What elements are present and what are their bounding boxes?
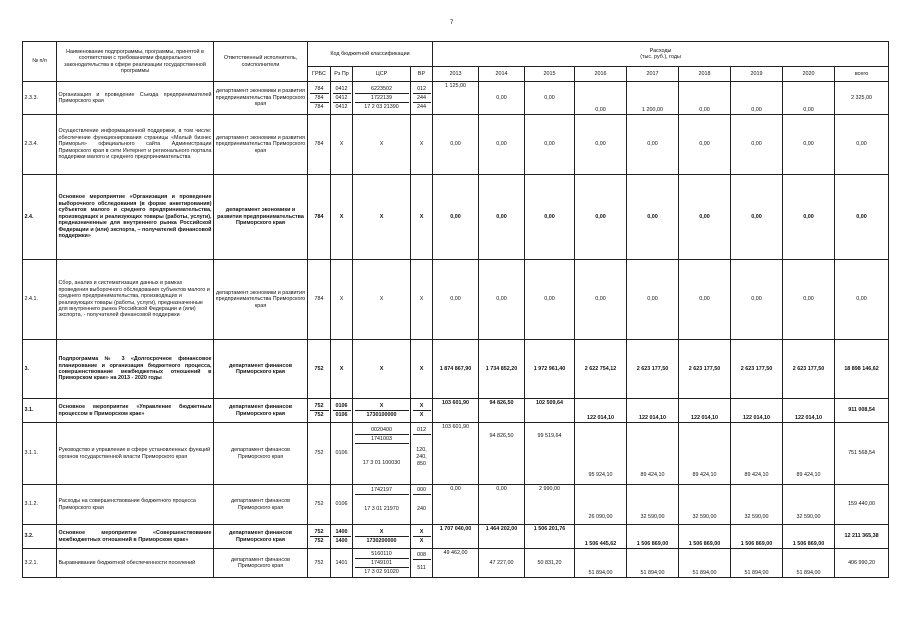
row-executor: департамент экономики и развития предпринимательства Приморского края bbox=[214, 175, 308, 260]
row-executor: департамент финансов Приморского края bbox=[214, 525, 308, 549]
row-2019: 89 424,10 bbox=[731, 423, 783, 485]
row-num: 3.2. bbox=[23, 525, 57, 549]
row-vr: X X bbox=[411, 525, 433, 549]
row-2016: 2 622 754,12 bbox=[575, 340, 627, 399]
row-2013: 0,00 bbox=[433, 485, 479, 525]
row-vr: X X bbox=[411, 399, 433, 423]
row-num: 3.1.1. bbox=[23, 423, 57, 485]
row-num: 3.1.2. bbox=[23, 485, 57, 525]
row-2016: 0,00 bbox=[575, 260, 627, 340]
row-name: Сбор, анализ и систематизация данных в рамках проведения выборочного обследования субъектов малого и среднего предпринимательства, производящих и реализующих товары (работы, услуги), предназначенные для внутреннего рынка Российской Федерации и (или) экспорта, - получателей финансовой поддержки bbox=[57, 260, 214, 340]
row-vr: X bbox=[411, 175, 433, 260]
row-grbs: 784 bbox=[308, 260, 331, 340]
row-executor: департамент финансов Приморского края bbox=[214, 399, 308, 423]
row-2017: 51 894,00 bbox=[627, 549, 679, 578]
table-row bbox=[23, 525, 889, 549]
row-2014: 94 826,50 bbox=[479, 399, 525, 423]
row-total: 12 211 365,38 bbox=[835, 525, 889, 549]
row-2015: 102 509,64 bbox=[525, 399, 575, 423]
row-num: 2.3.4. bbox=[23, 115, 57, 175]
table-row bbox=[23, 115, 889, 175]
row-2015: 0,00 bbox=[525, 260, 575, 340]
row-grbs: 784 784 784 bbox=[308, 82, 331, 115]
row-name: Руководство и управление в сфере установленных функций органов государственной власти Приморского края bbox=[57, 423, 214, 485]
row-num: 3.1. bbox=[23, 399, 57, 423]
row-2019: 0,00 bbox=[731, 82, 783, 115]
row-2017: 122 014,10 bbox=[627, 399, 679, 423]
row-rzpr: X bbox=[331, 115, 353, 175]
row-2019: 0,00 bbox=[731, 115, 783, 175]
row-2019: 32 590,00 bbox=[731, 485, 783, 525]
row-2017: 1 506 869,00 bbox=[627, 525, 679, 549]
row-2013: 0,00 bbox=[433, 175, 479, 260]
row-2014: 0,00 bbox=[479, 485, 525, 525]
row-2019: 0,00 bbox=[731, 260, 783, 340]
row-grbs: 752 bbox=[308, 423, 331, 485]
row-2017: 89 424,10 bbox=[627, 423, 679, 485]
row-csr: X bbox=[353, 260, 411, 340]
row-executor: департамент финансов Приморского края bbox=[214, 340, 308, 399]
table-row bbox=[23, 399, 889, 423]
row-2020: 32 590,00 bbox=[783, 485, 835, 525]
row-grbs: 752 bbox=[308, 549, 331, 578]
row-2015: 50 831,20 bbox=[525, 549, 575, 578]
row-total: 0,00 bbox=[835, 115, 889, 175]
row-2019: 122 014,10 bbox=[731, 399, 783, 423]
row-2020: 0,00 bbox=[783, 175, 835, 260]
row-name: Подпрограмма № 3 «Долгосрочное финансовое планирование и организация бюджетного процесса, совершенствование межбюджетных отношений в Приморском крае» на 2013 - 2020 годы bbox=[57, 340, 214, 399]
row-rzpr: 0412 0412 0412 bbox=[331, 82, 353, 115]
header-expenses-units: (тыс. руб.), годы bbox=[640, 54, 681, 60]
row-2013: 103 601,90 bbox=[433, 399, 479, 423]
row-num: 2.3.3. bbox=[23, 82, 57, 115]
header-2015: 2015 bbox=[525, 67, 575, 82]
row-rzpr: 0106 0106 bbox=[331, 399, 353, 423]
row-csr: 5160110 1749101 17 3 02 91020 bbox=[353, 549, 411, 578]
row-total: 0,00 bbox=[835, 260, 889, 340]
table-row bbox=[23, 549, 889, 578]
row-2020: 2 623 177,50 bbox=[783, 340, 835, 399]
table-row bbox=[23, 82, 889, 115]
row-total: 751 568,54 bbox=[835, 423, 889, 485]
row-2019: 0,00 bbox=[731, 175, 783, 260]
row-2015: 1 972 961,40 bbox=[525, 340, 575, 399]
row-2013: 1 125,00 bbox=[433, 82, 479, 115]
row-2018: 1 506 869,00 bbox=[679, 525, 731, 549]
header-name: Наименование подпрограммы, программы, принятой в соответствии с требованиями федерального законодательства в сфере реализации государственной программы bbox=[57, 42, 214, 82]
row-2016: 1 506 445,62 bbox=[575, 525, 627, 549]
row-2014: 0,00 bbox=[479, 115, 525, 175]
row-grbs: 752 752 bbox=[308, 399, 331, 423]
row-csr: X 1730200000 bbox=[353, 525, 411, 549]
row-vr: 012 120, 240, 850 bbox=[411, 423, 433, 485]
header-rzpr: Рз Пр bbox=[331, 67, 353, 82]
row-executor: департамент финансов Приморского края bbox=[214, 549, 308, 578]
row-2014: 47 227,00 bbox=[479, 549, 525, 578]
row-num: 3.2.1. bbox=[23, 549, 57, 578]
row-2020: 51 894,00 bbox=[783, 549, 835, 578]
row-csr: X 1730100000 bbox=[353, 399, 411, 423]
header-total: всего bbox=[835, 67, 889, 82]
row-vr: 008 511 bbox=[411, 549, 433, 578]
row-2020: 89 424,10 bbox=[783, 423, 835, 485]
row-2014: 1 464 202,00 bbox=[479, 525, 525, 549]
row-total: 0,00 bbox=[835, 175, 889, 260]
row-2015: 1 506 201,76 bbox=[525, 525, 575, 549]
row-name: Выравнивание бюджетной обеспеченности поселений bbox=[57, 549, 214, 578]
row-executor: департамент финансов Приморского края bbox=[214, 423, 308, 485]
row-2020: 122 014,10 bbox=[783, 399, 835, 423]
row-2013: 1 874 867,90 bbox=[433, 340, 479, 399]
row-csr: X bbox=[353, 340, 411, 399]
header-2018: 2018 bbox=[679, 67, 731, 82]
row-2020: 0,00 bbox=[783, 82, 835, 115]
header-grbs: ГРБС bbox=[308, 67, 331, 82]
row-rzpr: 0106 bbox=[331, 485, 353, 525]
row-2013: 49 462,00 bbox=[433, 549, 479, 578]
row-2015: 0,00 bbox=[525, 175, 575, 260]
header-executor: Ответственный исполнитель, соисполнители bbox=[214, 42, 308, 82]
header-budget-code: Код бюджетной классификации bbox=[308, 42, 433, 67]
row-2018: 89 424,10 bbox=[679, 423, 731, 485]
row-2019: 2 623 177,50 bbox=[731, 340, 783, 399]
header-expenses-title: Расходы bbox=[649, 47, 672, 54]
row-name: Расходы на совершенствование бюджетного процесса Приморского края bbox=[57, 485, 214, 525]
row-2016: 122 014,10 bbox=[575, 399, 627, 423]
header-2020: 2020 bbox=[783, 67, 835, 82]
row-2013: 0,00 bbox=[433, 260, 479, 340]
row-total: 18 898 146,62 bbox=[835, 340, 889, 399]
row-2020: 0,00 bbox=[783, 115, 835, 175]
row-vr: X bbox=[411, 340, 433, 399]
row-2016: 0,00 bbox=[575, 115, 627, 175]
row-grbs: 752 bbox=[308, 485, 331, 525]
row-executor: департамент финансов Приморского края bbox=[214, 485, 308, 525]
row-2014: 1 734 852,20 bbox=[479, 340, 525, 399]
row-rzpr: 0106 bbox=[331, 423, 353, 485]
row-rzpr: 1400 1400 bbox=[331, 525, 353, 549]
row-vr: X bbox=[411, 115, 433, 175]
header-num: № п/п bbox=[23, 42, 57, 82]
row-csr: X bbox=[353, 175, 411, 260]
row-rzpr: 1401 bbox=[331, 549, 353, 578]
row-2016: 51 894,00 bbox=[575, 549, 627, 578]
row-csr: 0020400 1741003 17 3 01 100030 bbox=[353, 423, 411, 485]
row-num: 2.4.1. bbox=[23, 260, 57, 340]
row-2020: 0,00 bbox=[783, 260, 835, 340]
row-num: 3. bbox=[23, 340, 57, 399]
row-2017: 0,00 bbox=[627, 175, 679, 260]
row-vr: 012 244 244 bbox=[411, 82, 433, 115]
budget-expenditure-table bbox=[22, 41, 889, 578]
row-2020: 1 506 869,00 bbox=[783, 525, 835, 549]
row-name: Основное мероприятие «Управление бюджетным процессом в Приморском крае» bbox=[57, 399, 214, 423]
row-2015: 99 519,64 bbox=[525, 423, 575, 485]
row-2018: 0,00 bbox=[679, 260, 731, 340]
row-2013: 1 707 040,00 bbox=[433, 525, 479, 549]
header-vr: ВР bbox=[411, 67, 433, 82]
row-name: Организация и проведение Съезда предпринимателей Приморского края bbox=[57, 82, 214, 115]
row-rzpr: X bbox=[331, 260, 353, 340]
header-expenses bbox=[433, 42, 889, 67]
row-2013: 0,00 bbox=[433, 115, 479, 175]
header-csr: ЦСР bbox=[353, 67, 411, 82]
row-2018: 32 590,00 bbox=[679, 485, 731, 525]
row-2015: 0,00 bbox=[525, 82, 575, 115]
row-2014: 0,00 bbox=[479, 175, 525, 260]
row-csr: 1742197 17 3 01 21970 bbox=[353, 485, 411, 525]
row-2014: 0,00 bbox=[479, 82, 525, 115]
row-2017: 1 200,00 bbox=[627, 82, 679, 115]
row-2014: 0,00 bbox=[479, 260, 525, 340]
row-2017: 0,00 bbox=[627, 115, 679, 175]
row-2014: 94 826,50 bbox=[479, 423, 525, 485]
row-2017: 0,00 bbox=[627, 260, 679, 340]
header-2014: 2014 bbox=[479, 67, 525, 82]
row-2017: 2 623 177,50 bbox=[627, 340, 679, 399]
header-2016: 2016 bbox=[575, 67, 627, 82]
table-row bbox=[23, 260, 889, 340]
row-executor: департамент экономики и развития предпринимательства Приморского края bbox=[214, 82, 308, 115]
row-2018: 122 014,10 bbox=[679, 399, 731, 423]
row-total: 159 440,00 bbox=[835, 485, 889, 525]
table-row bbox=[23, 485, 889, 525]
row-2016: 0,00 bbox=[575, 82, 627, 115]
row-num: 2.4. bbox=[23, 175, 57, 260]
row-grbs: 784 bbox=[308, 115, 331, 175]
header-2019: 2019 bbox=[731, 67, 783, 82]
row-2018: 0,00 bbox=[679, 82, 731, 115]
row-name: Осуществление информационной поддержки, в том числе: обеспечение функционирования страницы «Малый бизнес Приморья» официального сайта Администрации Приморского края в сети Интернет и регионального портала поддержки малого и среднего предпринимательства bbox=[57, 115, 214, 175]
page-number: 7 bbox=[450, 20, 454, 26]
row-total: 406 990,20 bbox=[835, 549, 889, 578]
row-2018: 51 894,00 bbox=[679, 549, 731, 578]
row-2019: 51 894,00 bbox=[731, 549, 783, 578]
table-row bbox=[23, 423, 889, 485]
row-csr: X bbox=[353, 115, 411, 175]
row-grbs: 784 bbox=[308, 175, 331, 260]
header-2013: 2013 bbox=[433, 67, 479, 82]
row-executor: департамент экономики и развития предпринимательства Приморского края bbox=[214, 260, 308, 340]
row-name: Основное мероприятие «Организация и проведение выборочного обследования (в форме анкетирования) субъектов малого и среднего предпринимательства, производящих и реализующих товары (работы, услуги), предназначенные для внутреннего рынка Российской Федерации и (или) экспорта, – получателей финансовой поддержки» bbox=[57, 175, 214, 260]
header-2017: 2017 bbox=[627, 67, 679, 82]
row-grbs: 752 752 bbox=[308, 525, 331, 549]
row-executor: департамент экономики и развития предпринимательства Приморского края bbox=[214, 115, 308, 175]
row-rzpr: X bbox=[331, 175, 353, 260]
row-2018: 0,00 bbox=[679, 175, 731, 260]
row-2018: 2 623 177,50 bbox=[679, 340, 731, 399]
row-grbs: 752 bbox=[308, 340, 331, 399]
row-2016: 95 924,10 bbox=[575, 423, 627, 485]
row-2013: 103 601,90 bbox=[433, 423, 479, 485]
row-2015: 0,00 bbox=[525, 115, 575, 175]
row-total: 2 325,00 bbox=[835, 82, 889, 115]
row-2015: 2 990,00 bbox=[525, 485, 575, 525]
table-row bbox=[23, 340, 889, 399]
row-2018: 0,00 bbox=[679, 115, 731, 175]
row-vr: X bbox=[411, 260, 433, 340]
row-name: Основное мероприятие «Совершенствование межбюджетных отношений в Приморском крае» bbox=[57, 525, 214, 549]
row-vr: 000 240 bbox=[411, 485, 433, 525]
row-2016: 0,00 bbox=[575, 175, 627, 260]
row-csr: 6223502 1722139 17 2 03 21390 bbox=[353, 82, 411, 115]
row-total: 911 008,54 bbox=[835, 399, 889, 423]
row-rzpr: X bbox=[331, 340, 353, 399]
row-2017: 32 590,00 bbox=[627, 485, 679, 525]
row-2019: 1 506 869,00 bbox=[731, 525, 783, 549]
row-2016: 26 090,00 bbox=[575, 485, 627, 525]
table-row bbox=[23, 175, 889, 260]
